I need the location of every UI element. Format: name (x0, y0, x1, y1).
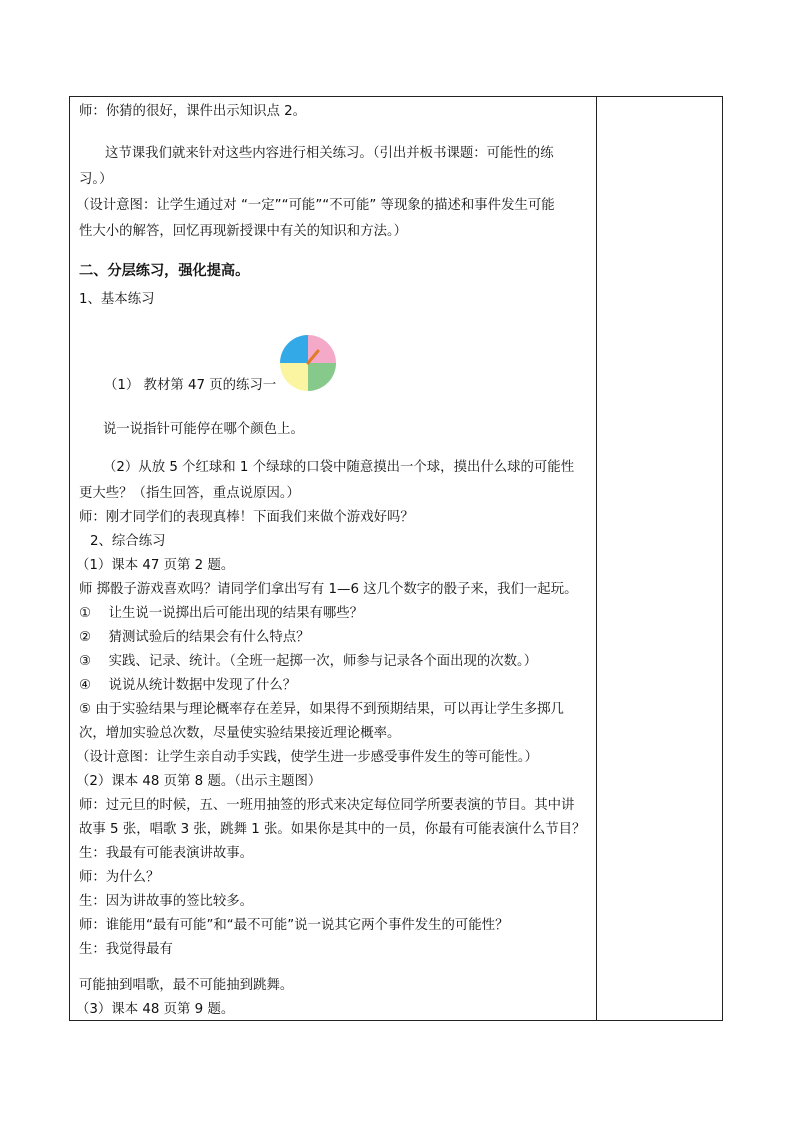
text-line: 师：刚才同学们的表现真棒！下面我们来做个游戏好吗？ (79, 510, 414, 525)
list-item: ② 猜测试验后的结果会有什么特点？ (79, 630, 310, 645)
text-line: 可能抽到唱歌，最不可能抽到跳舞。 (79, 978, 294, 993)
text-line: 次，增加实验总次数，尽量使实验结果接近理论概率。 (79, 726, 401, 741)
spinner-sector-yellow (280, 363, 308, 391)
design-intent-note: （设计意图：让学生通过对 “一定”“可能”“不可能” 等现象的描述和事件发生可能 (76, 198, 555, 213)
list-item: ① 让生说一说掷出后可能出现的结果有哪些？ (79, 606, 364, 621)
text-line: 师：为什么？ (79, 870, 160, 885)
text-line: 生：因为讲故事的签比较多。 (79, 894, 254, 909)
spinner-sector-green (308, 363, 336, 391)
text-line: 更大些？（指生回答，重点说原因。） (79, 486, 300, 501)
text-line: 性大小的解答，回忆再现新授课中有关的知识和方法。） (79, 224, 408, 239)
text-line: （2）课本 48 页第 8 题。（出示主题图） (76, 774, 322, 789)
subsection-heading: 1、基本练习 (79, 292, 155, 307)
text-line: 师：你猜的很好，课件出示知识点 2。 (79, 104, 307, 119)
text-line: 师：谁能用“最有可能”和“最不可能”说一说其它两个事件发生的可能性？ (79, 918, 509, 933)
list-item: ③ 实践、记录、统计。（全班一起掷一次，师参与记录各个面出现的次数。） (79, 654, 538, 669)
text-line: 生：我觉得最有 (79, 942, 173, 957)
subsection-heading: 2、综合练习 (90, 534, 166, 549)
text-line: 习。） (79, 172, 113, 187)
spinner-sector-blue (280, 335, 308, 363)
spinner-illustration (280, 335, 336, 391)
text-line: （1） 教材第 47 页的练习一 (104, 378, 277, 393)
column-divider (596, 96, 597, 1021)
text-line: （1）课本 47 页第 2 题。 (76, 558, 235, 573)
list-item: ⑤ 由于实验结果与理论概率存在差异，如果得不到预期结果，可以再让学生多掷几 (79, 702, 564, 717)
text-line: 师：过元旦的时候，五、一班用抽签的形式来决定每位同学所要表演的节目。其中讲 (79, 798, 575, 813)
text-line: 师 掷骰子游戏喜欢吗？请同学们拿出写有 1—6 这几个数字的骰子来，我们一起玩。 (79, 582, 578, 597)
text-line: 这节课我们就来针对这些内容进行相关练习。（引出并板书课题：可能性的练 (105, 146, 554, 161)
design-intent-note: （设计意图：让学生亲自动手实践，使学生进一步感受事件发生的等可能性。） (76, 750, 538, 765)
text-line: 说一说指针可能停在哪个颜色上。 (103, 422, 304, 437)
section-heading: 二、分层练习，强化提高。 (79, 263, 250, 279)
list-item: ④ 说说从统计数据中发现了什么？ (79, 678, 297, 693)
text-line: （3）课本 48 页第 9 题。 (76, 1002, 235, 1017)
text-line: （2）从放 5 个红球和 1 个绿球的口袋中随意摸出一个球，摸出什么球的可能性 (103, 460, 575, 475)
text-line: 故事 5 张，唱歌 3 张，跳舞 1 张。如果你是其中的一员，你最有可能表演什么节目？ (79, 822, 586, 837)
text-line: 生：我最有可能表演讲故事。 (79, 846, 254, 861)
